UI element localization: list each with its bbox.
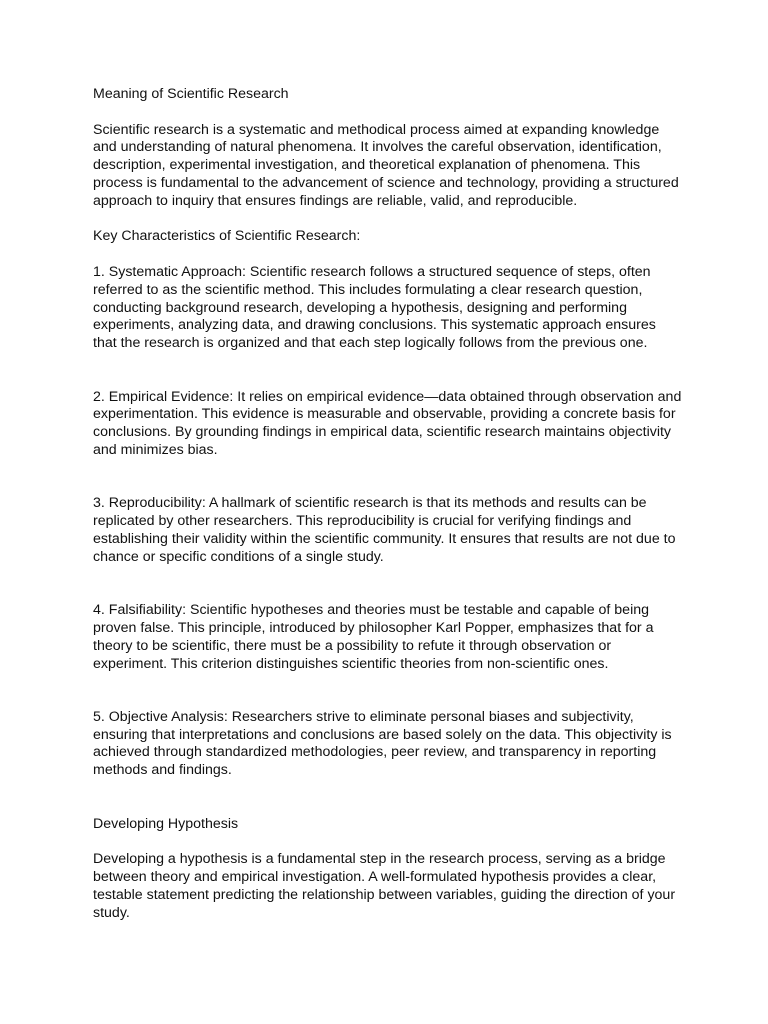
document-content <box>93 86 683 940</box>
hypothesis-paragraph: Developing a hypothesis is a fundamental step in the research process, serving as a bridge between theory and empirical investigation. A well-formulated hypothesis provides a clear, testable statement predicting the relationship between variables, guiding the direction of your study. <box>93 851 676 921</box>
characteristic-reproducibility: 3. Reproducibility: A hallmark of scientific research is that its methods and results can be replicated by other researchers. This reproducibility is crucial for verifying findings and establishing their validity within the scientific community. It ensures that results are not due to chance or specific conditions of a single study. <box>93 495 676 565</box>
characteristic-falsifiability: 4. Falsifiability: Scientific hypotheses and theories must be testable and capable of being proven false. This principle, introduced by philosopher Karl Popper, emphasizes that for a theory to be scientific, there must be a possibility to refute it through observation or experiment. This criterion distinguishes scientific theories from non-scientific ones. <box>93 602 654 672</box>
section-heading-meaning: Meaning of Scientific Research <box>93 86 289 102</box>
characteristic-objective-analysis: 5. Objective Analysis: Researchers strive to eliminate personal biases and subjectivity, ensuring that interpretations and conclusions are based solely on the data. This objectivity is achieved through standardized methodologies, peer review, and transparency in reporting methods and findings. <box>93 708 672 779</box>
characteristic-empirical-evidence: 2. Empirical Evidence: It relies on empirical evidence—data obtained through observation and experimentation. This evidence is measurable and observable, providing a concrete basis for conclusions. By grounding findings in empirical data, scientific research maintains objectivity and minimizes bias. <box>93 388 682 458</box>
intro-paragraph: Scientific research is a systematic and methodical process aimed at expanding knowledge and understanding of natural phenomena. It involves the careful observation, identification, description, experimental investigation, and theoretical explanation of phenomena. This process is fundamental to the advancement of science and technology, providing a structured approach to inquiry that ensures findings are reliable, valid, and reproducible. <box>93 121 679 209</box>
section-heading-hypothesis: Developing Hypothesis <box>93 815 239 832</box>
section-heading-characteristics: Key Characteristics of Scientific Research: <box>93 228 361 245</box>
characteristic-systematic-approach: 1. Systematic Approach: Scientific research follows a structured sequence of steps, often referred to as the scientific method. This includes formulating a clear research question, conducting background research, developing a hypothesis, designing and performing experiments, analyzing data, and drawing conclusions. This systematic approach ensures that the research is organized and that each step logically follows from the previous one. <box>93 263 656 352</box>
